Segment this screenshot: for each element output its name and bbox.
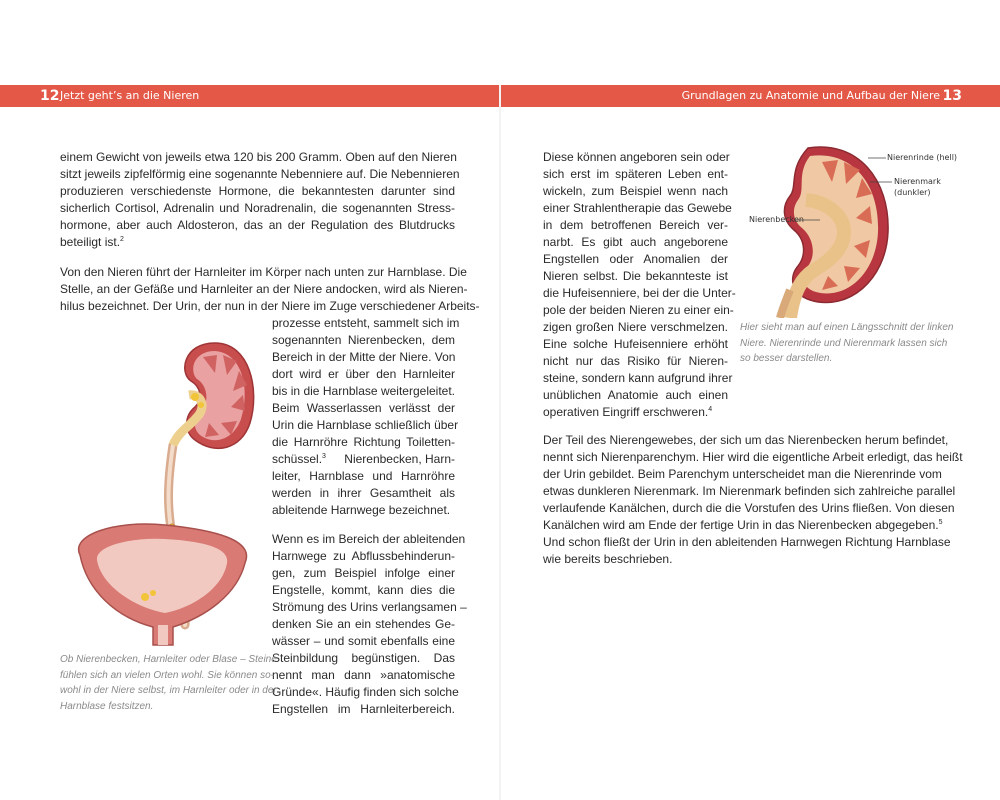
right-running-title: Grundlagen zu Anatomie und Aufbau der Niere xyxy=(681,89,940,102)
text-line: Strömung des Urins verlangsamen – xyxy=(272,600,467,614)
text-line: nicht nur das Risiko für Nieren- xyxy=(543,354,728,368)
text-line: Urin die Harnblase schließlich über xyxy=(272,418,459,432)
text-line: Gründe«. Häufig finden sich solche xyxy=(272,685,459,699)
footnote-marker: 3 xyxy=(322,453,326,460)
urinary-tract-illustration xyxy=(55,335,260,650)
text-line: die Hufeisenniere, bei der die Unter- xyxy=(543,286,736,300)
left-image-caption xyxy=(60,652,277,714)
text-line: Engstelle, kommt, kann dies die xyxy=(272,583,455,597)
text-line: in dem betroffenen Bereich ver- xyxy=(543,218,728,232)
text-line: dort wird er über den Harnleiter xyxy=(272,367,455,381)
text-line: operativen Eingriff erschweren.$^4$ xyxy=(543,405,713,419)
text-line: Harnwege zu Abflussbehinderun- xyxy=(272,549,455,563)
caption-line: Ob Nierenbecken, Harnleiter oder Blase – Steine xyxy=(60,654,277,665)
left-page-number: 12 xyxy=(40,88,60,104)
caption-line: Hier sieht man auf einen Längsschnitt der linken xyxy=(740,322,954,333)
text-line: wickeln, zum Beispiel wenn nach xyxy=(543,184,728,198)
text-line: einer Strahlentherapie das Gewebe xyxy=(543,201,732,215)
text-line: hormone, aber auch Aldosteron, das an der Regulation des Blutdrucks xyxy=(60,218,455,232)
text-line: Eine solche Hufeisenniere erhöht xyxy=(543,337,728,351)
text-line: verlaufende Kanälchen, durch die die Vorstufen des Urins fließen. Von diesen xyxy=(543,501,955,515)
text-line: sich erst im späteren Leben ent- xyxy=(543,167,728,181)
footnote-marker: 4 xyxy=(708,406,713,413)
text-line: Engstellen im Harnleiterbereich. xyxy=(272,702,455,716)
text-line: bis in die Harnblase weitergeleitet. xyxy=(272,384,455,398)
label-pelvis: Nierenbecken xyxy=(749,215,804,224)
text-line: unüblichen Anatomie auch einen xyxy=(543,388,728,402)
text-line: Diese können angeboren sein oder xyxy=(543,150,730,164)
text-line: hilus bezeichnet. Der Urin, der nun in der Niere im Zuge verschiedener Arbeits- xyxy=(60,299,480,313)
text-line: etwas dunkleren Nierenmark. Im Nierenmark befinden sich zahlreiche parallel xyxy=(543,484,956,498)
text-line: zigen großen Niere verschmelzen. xyxy=(543,320,728,334)
text-line: wie bereits beschrieben. xyxy=(543,552,673,566)
text-line: steine, sondern kann aufgrund ihrer xyxy=(543,371,733,385)
text-line: Wenn es im Bereich der ableitenden xyxy=(272,532,466,546)
text-line: prozesse entsteht, sammelt sich im xyxy=(272,316,460,330)
right-image-caption xyxy=(740,320,954,367)
caption-line: wohl in der Niere selbst, im Harnleiter oder in der xyxy=(60,685,277,696)
text-line: Und schon fließt der Urin in den ableitenden Harnwegen Richtung Harnblase xyxy=(543,535,951,549)
text-line: der Urin gebildet. Beim Parenchym unterscheidet man die Nierenrinde vom xyxy=(543,467,942,481)
right-page-number: 13 xyxy=(942,88,962,104)
page-gutter xyxy=(499,85,501,800)
text-line: sicherlich Cortisol, Adrenalin und Noradrenalin, die sogenannten Stress- xyxy=(60,201,455,215)
text-line: Beim Wasserlassen verlässt der xyxy=(272,401,455,415)
text-line: gen, zum Beispiel infolge einer xyxy=(272,566,455,580)
text-line: leiter, Harnblase und Harnröhre xyxy=(272,469,455,483)
text-line: wässer – und somit ebenfalls eine xyxy=(272,634,455,648)
text-line: Nieren selbst. Die bekannteste ist xyxy=(543,269,728,283)
left-paragraph-1 xyxy=(60,149,460,251)
text-line: nennt sich Nierenparenchym. Hier wird die eigentliche Arbeit erledigt, das heißt xyxy=(543,450,963,464)
text-line: schüssel.$^3$ Nierenbecken, Harn- xyxy=(272,452,455,466)
right-paragraph-2 xyxy=(543,432,963,568)
kidney-illustration xyxy=(173,343,254,448)
caption-line: Harnblase festsitzen. xyxy=(60,700,154,712)
left-paragraph-3 xyxy=(272,531,467,718)
label-cortex: Nierenrinde (hell) xyxy=(887,153,958,162)
label-medulla-note: (dunkler) xyxy=(894,188,931,197)
text-line: werden in ihrer Gesamtheit als xyxy=(272,486,455,500)
kidney-cross-section-illustration xyxy=(748,140,948,318)
caption-line: so besser darstellen. xyxy=(740,353,833,364)
text-line: Steinbildung begünstigen. Das xyxy=(272,651,455,665)
left-paragraph-2-column xyxy=(272,315,460,519)
label-medulla: Nierenmark xyxy=(894,177,941,186)
right-paragraph-1 xyxy=(543,149,736,421)
text-line: sitzt jeweils zipfelförmig eine sogenannte Nebenniere auf. Die Nebennieren xyxy=(60,167,460,181)
text-line: Von den Nieren führt der Harnleiter im Körper nach unten zur Harnblase. Die xyxy=(60,265,467,279)
text-line: Stelle, an der Gefäße und Harnleiter an der Niere andocken, wird als Nieren- xyxy=(60,282,468,296)
text-line: nennt man dann »anatomische xyxy=(272,668,455,682)
text-line: sogenannten Nierenbecken, dem xyxy=(272,333,455,347)
text-line: denken Sie an ein stehendes Ge- xyxy=(272,617,455,631)
bladder-illustration xyxy=(79,524,247,645)
text-line: produzieren verschiedenste Hormone, die bekanntesten darunter sind xyxy=(60,184,455,198)
text-line: die Harnröhre Richtung Toiletten- xyxy=(272,435,455,449)
caption-line: Niere. Nierenrinde und Nierenmark lassen sich xyxy=(740,337,948,349)
caption-line: fühlen sich an vielen Orten wohl. Sie können so- xyxy=(60,669,275,681)
footnote-marker: 5 xyxy=(938,519,943,526)
left-paragraph-2-full xyxy=(60,264,480,315)
text-line: pole der beiden Nieren zu einer ein- xyxy=(543,303,734,317)
left-running-title: Jetzt geht’s an die Nieren xyxy=(60,89,200,102)
footnote-marker: 2 xyxy=(120,236,124,243)
text-line: ableitende Harnwege bezeichnet. xyxy=(272,503,451,517)
text-line: Engstellen oder Anomalien der xyxy=(543,252,728,266)
text-line: Der Teil des Nierengewebes, der sich um das Nierenbecken herum befindet, xyxy=(543,433,949,447)
text-line: narbt. Es gibt auch angeborene xyxy=(543,235,728,249)
text-line: Kanälchen wird am Ende der fertige Urin in das Nierenbecken abgegeben.$^5$ xyxy=(543,518,943,532)
text-line: beteiligt ist.$^2$ xyxy=(60,235,124,249)
text-line: Bereich in der Mitte der Niere. Von xyxy=(272,350,456,364)
text-line: einem Gewicht von jeweils etwa 120 bis 200 Gramm. Oben auf den Nieren xyxy=(60,150,457,164)
